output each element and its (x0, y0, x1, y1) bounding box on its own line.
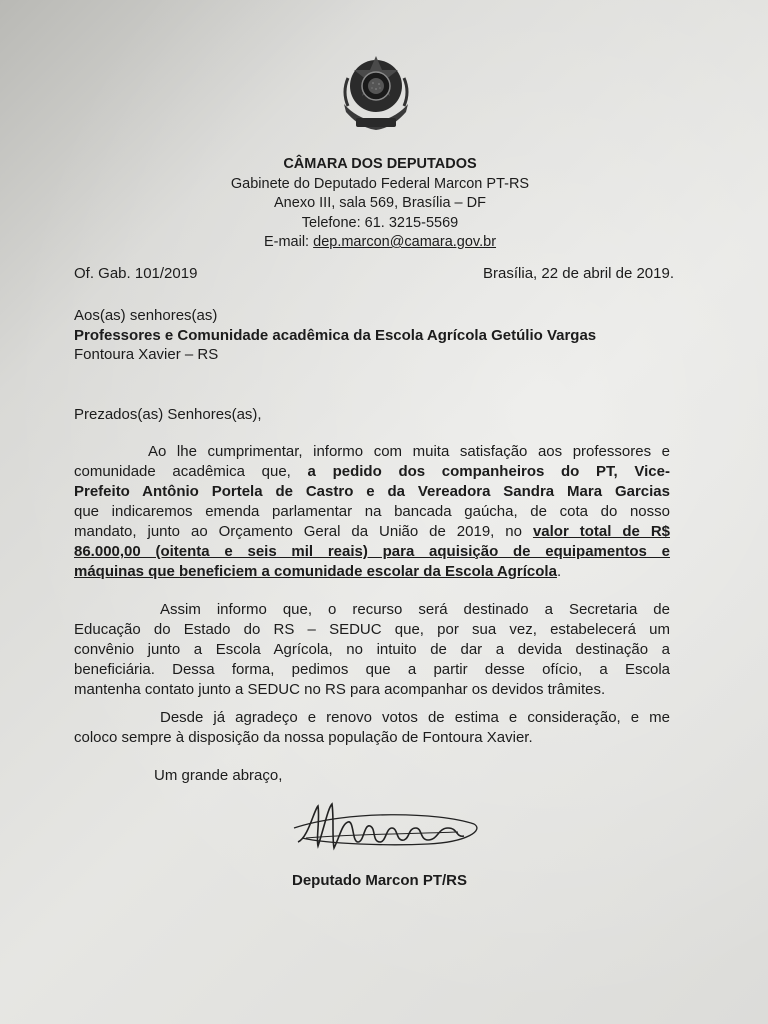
email-label: E-mail: (263, 234, 314, 250)
p1-line-2-bold: a pedido dos companheiros do PT, Vice- (307, 463, 670, 480)
signer-name: Deputado Marcon PT/RS (292, 872, 468, 889)
p1-line-1: Ao lhe cumprimentar, informo com muita satisfação aos professores e (148, 443, 670, 460)
p1-line-7-bold: máquinas que beneficiem a comunidade escolar da Escola Agrícola (74, 563, 557, 580)
recipient-name: Professores e Comunidade acadêmica da Escola Agrícola Getúlio Vargas (74, 327, 597, 344)
p1-line-3: Prefeito Antônio Portela de Castro e da Vereadora Sandra Mara Garcias (74, 483, 670, 500)
p1-line-5 (74, 522, 670, 542)
place-date: Brasília, 22 de abril de 2019. (483, 265, 674, 282)
office-name: Gabinete do Deputado Federal Marcon PT-RS (230, 175, 530, 192)
p1-line-5-plain: mandato, junto ao Orçamento Geral da União de 2019, no (74, 523, 533, 540)
p1-line-5-bold: valor total de R$ (532, 523, 670, 540)
paragraph-2 (74, 600, 670, 700)
p1-line-2 (74, 462, 670, 482)
office-phone: Telefone: 61. 3215-5569 (301, 214, 459, 231)
p1-line-7-end: . (556, 563, 562, 580)
reference-number: Of. Gab. 101/2019 (74, 265, 198, 282)
p1-line-7 (74, 562, 670, 582)
paragraph-1 (74, 442, 670, 582)
email-link[interactable]: dep.marcon@camara.gov.br (313, 234, 497, 250)
p2-line-1: Assim informo que, o recurso será destinado a Secretaria de (160, 601, 670, 618)
p2-line-4: beneficiária. Dessa forma, pedimos que a partir desse ofício, a Escola (74, 661, 670, 678)
p1-line-4: que indicaremos emenda parlamentar na bancada gaúcha, de cota do nosso (74, 503, 670, 520)
chamber-name: CÂMARA DOS DEPUTADOS (283, 156, 477, 172)
letterhead (130, 155, 630, 253)
office-email (130, 233, 630, 253)
coat-of-arms-icon (336, 52, 416, 138)
p3-line-1: Desde já agradeço e renovo votos de estima e consideração, e me (160, 709, 670, 726)
recipient-salutation: Aos(as) senhores(as) (74, 307, 218, 324)
p2-line-5: mantenha contato junto a SEDUC no RS para acompanhar os devidos trâmites. (74, 681, 606, 698)
paragraph-3 (74, 708, 670, 748)
closing: Um grande abraço, (154, 767, 283, 784)
p2-line-2: Educação do Estado do RS – SEDUC que, por sua vez, estabelecerá um (74, 621, 670, 638)
p1-line-6: 86.000,00 (oitenta e seis mil reais) para aquisição de equipamentos e (74, 543, 670, 560)
signature-icon (288, 798, 488, 856)
recipient-location: Fontoura Xavier – RS (74, 346, 219, 363)
p2-line-3: convênio junto a Escola Agrícola, no intuito de dar a devida destinação a (74, 641, 670, 658)
p3-line-2: coloco sempre à disposição da nossa população de Fontoura Xavier. (74, 729, 533, 746)
office-address: Anexo III, sala 569, Brasília – DF (274, 195, 486, 211)
greeting: Prezados(as) Senhores(as), (74, 406, 262, 423)
p1-line-2-plain: comunidade acadêmica que, (74, 463, 308, 480)
